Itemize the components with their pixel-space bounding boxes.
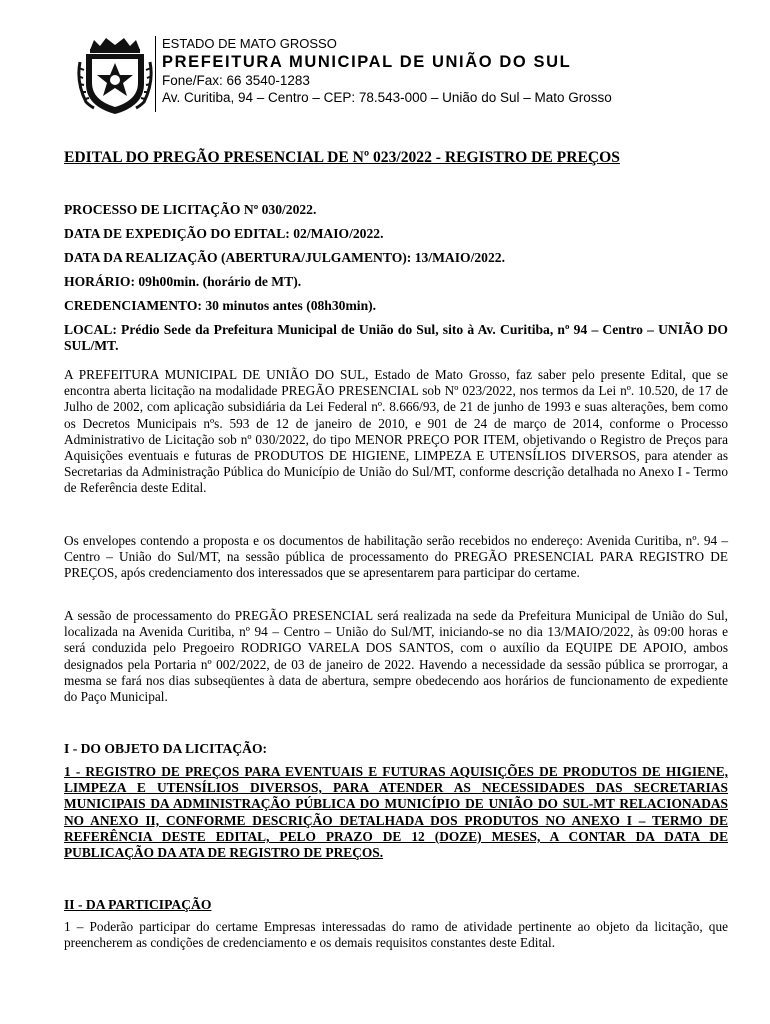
paragraph-intro: A PREFEITURA MUNICIPAL DE UNIÃO DO SUL, Estado de Mato Grosso, faz saber pelo presente Edital, que se encontra aberta licitação na modalidade PREGÃO PRESENCIAL sob Nº 023/2022, nos termos da Lei nº. 10.520, de 17 de Julho de 2002, com aplicação subsidiária da Lei Federal nº. 8.666/93, de 21 de junho de 1993 e suas alterações, bem como os Decretos Municipais nºs. 593 de 12 de janeiro de 2010, e 901 de 24 de março de 2014, conforme o Processo Administrativo de Licitação sob nº 030/2022, do tipo MENOR PREÇO POR ITEM, objetivando o Registro de Preços para Aquisições eventuais e futuras de PRODUTOS DE HIGIENE, LIMPEZA E UTENSÍLIOS DIVERSOS, para atender as Secretarias da Administração Pública do Município de União do Sul/MT, conforme descrição detalhada no Anexo I - Termo de Referência deste Edital.: [64, 367, 728, 496]
header-prefecture: PREFEITURA MUNICIPAL DE UNIÃO DO SUL: [162, 53, 572, 71]
section-2-heading: II - DA PARTICIPAÇÃO: [64, 897, 212, 912]
meta-time: HORÁRIO: 09h00min. (horário de MT).: [64, 274, 302, 289]
meta-realization-date: DATA DA REALIZAÇÃO (ABERTURA/JULGAMENTO): 13/MAIO/2022.: [64, 250, 505, 265]
meta-accreditation: CREDENCIAMENTO: 30 minutos antes (08h30min).: [64, 298, 377, 313]
header-state: ESTADO DE MATO GROSSO: [162, 36, 337, 51]
municipal-coat-of-arms-icon: [76, 36, 154, 116]
header-address: Av. Curitiba, 94 – Centro – CEP: 78.543-000 – União do Sul – Mato Grosso: [162, 90, 612, 105]
meta-expedition-date: DATA DE EXPEDIÇÃO DO EDITAL: 02/MAIO/2022.: [64, 226, 384, 241]
edital-meta: [64, 202, 728, 354]
letterhead: [155, 36, 715, 112]
section-1-text: 1 - REGISTRO DE PREÇOS PARA EVENTUAIS E FUTURAS AQUISIÇÕES DE PRODUTOS DE HIGIENE, LIMPEZA E UTENSÍLIOS DIVERSOS, PARA ATENDER AS NECESSIDADES DAS SECRETARIAS MUNICIPAIS DA ADMINISTRAÇÃO PÚBLICA DO MUNICÍPIO DE UNIÃO DO SUL-MT RELACIONADAS NO ANEXO II, CONFORME DESCRIÇÃO DETALHADA DOS PRODUTOS NO ANEXO I – TERMO DE REFERÊNCIA DESTE EDITAL, PELO PRAZO DE 12 (DOZE) MESES, A CONTAR DA DATA DE PUBLICAÇÃO DA ATA DE REGISTRO DE PREÇOS.: [64, 764, 728, 861]
paragraph-session: A sessão de processamento do PREGÃO PRESENCIAL será realizada na sede da Prefeitura Municipal de União do Sul, localizada na Avenida Curitiba, nº 94 – Centro – União do Sul/MT, iniciando-se no dia 13/MAIO/2022, às 09:00 horas e será conduzida pelo Pregoeiro RODRIGO VARELA DOS SANTOS, com o auxílio da EQUIPE DE APOIO, ambos designados pela Portaria nº 002/2022, de 03 de janeiro de 2022. Havendo a necessidade da sessão pública se prorrogar, a mesma se fará nos dias subseqüentes à data de abertura, sempre obedecendo aos horários de funcionamento de expediente do Paço Municipal.: [64, 608, 728, 705]
section-2-text: 1 – Poderão participar do certame Empresas interessadas do ramo de atividade pertinente ao objeto da licitação, que preencherem as condições de credenciamento e os demais requisitos constantes deste Edital.: [64, 919, 728, 951]
header-phone: Fone/Fax: 66 3540-1283: [162, 73, 310, 88]
meta-location: LOCAL: Prédio Sede da Prefeitura Municipal de União do Sul, sito à Av. Curitiba, nº 94 – Centro – UNIÃO DO SUL/MT.: [64, 322, 728, 353]
paragraph-envelopes: Os envelopes contendo a proposta e os documentos de habilitação serão recebidos no endereço: Avenida Curitiba, nº. 94 – Centro – União do Sul/MT, na sessão pública de processamento do PREGÃO PRESENCIAL PARA REGISTRO DE PREÇOS, após credenciamento dos interessados que se apresentarem para participar do certame.: [64, 533, 728, 581]
section-1-heading: I - DO OBJETO DA LICITAÇÃO:: [64, 741, 268, 756]
meta-process: PROCESSO DE LICITAÇÃO Nº 030/2022.: [64, 202, 317, 217]
document-title: EDITAL DO PREGÃO PRESENCIAL DE Nº 023/2022 - REGISTRO DE PREÇOS: [64, 149, 620, 166]
